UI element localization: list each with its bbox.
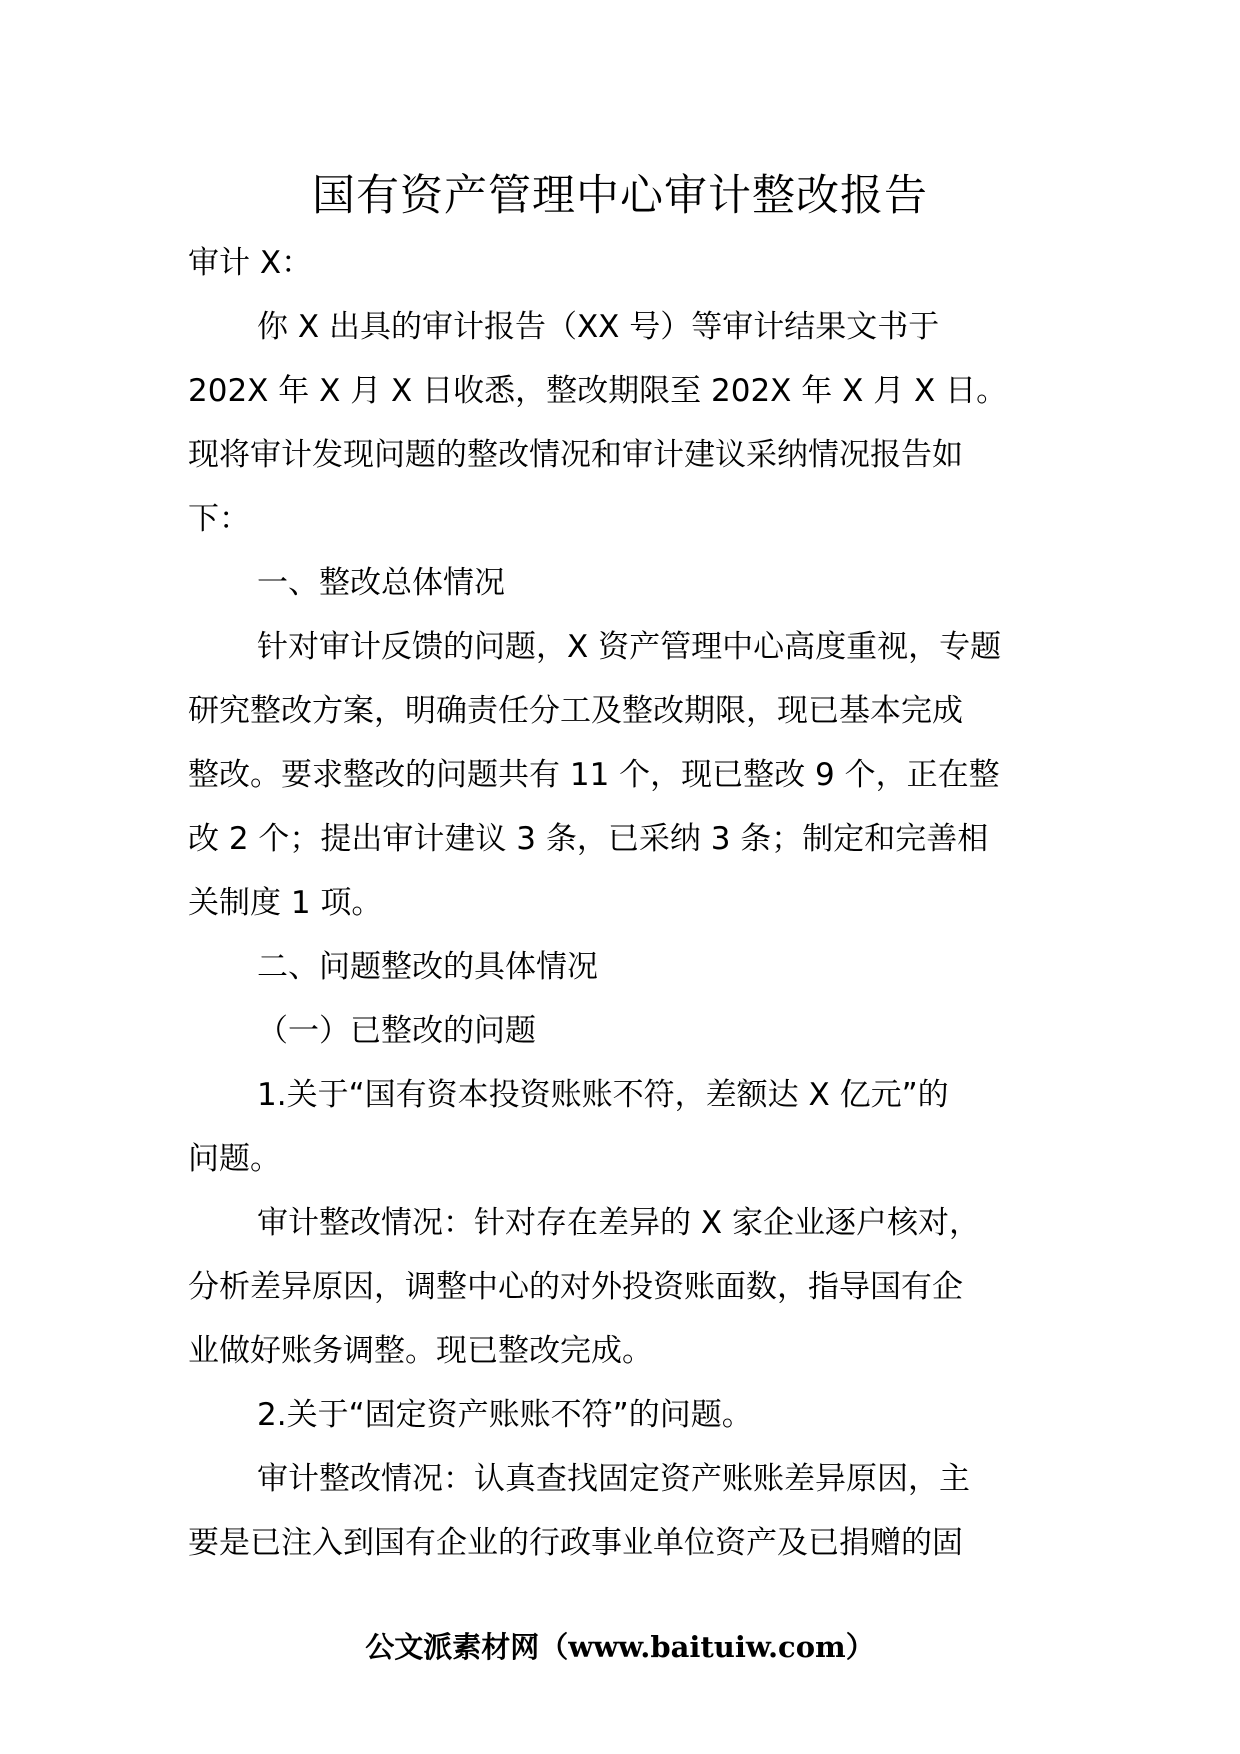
paragraph-line: 审计整改情况：认真查找固定资产账账差异原因，主 xyxy=(257,1461,970,1497)
document-title: 国有资产管理中心审计整改报告 xyxy=(312,171,928,221)
paragraph-line: 关制度 1 项。 xyxy=(188,885,383,921)
paragraph-line: 要是已注入到国有企业的行政事业单位资产及已捐赠的固 xyxy=(188,1525,963,1561)
paragraph-line: 现将审计发现问题的整改情况和审计建议采纳情况报告如 xyxy=(188,437,963,473)
footer-watermark: 公文派素材网（www.baituiw.com） xyxy=(365,1630,875,1664)
paragraph-line: 研究整改方案，明确责任分工及整改期限，现已基本完成 xyxy=(188,693,963,729)
paragraph-line: 202X 年 X 月 X 日收悉，整改期限至 202X 年 X 月 X 日。 xyxy=(188,373,1008,409)
paragraph-line: 针对审计反馈的问题，X 资产管理中心高度重视，专题 xyxy=(257,629,1002,665)
item-heading: 1.关于“国有资本投资账账不符，差额达 X 亿元”的 xyxy=(257,1077,949,1113)
salutation: 审计 X： xyxy=(188,245,313,281)
paragraph-line: 你 X 出具的审计报告（XX 号）等审计结果文书于 xyxy=(257,309,940,345)
section-heading: 一、整改总体情况 xyxy=(257,565,505,601)
subsection-heading: （一）已整改的问题 xyxy=(257,1013,536,1049)
section-heading: 二、问题整改的具体情况 xyxy=(257,949,598,985)
item-heading: 2.关于“固定资产账账不符”的问题。 xyxy=(257,1397,753,1433)
paragraph-line: 整改。要求整改的问题共有 11 个，现已整改 9 个，正在整 xyxy=(188,757,1000,793)
paragraph-line: 分析差异原因，调整中心的对外投资账面数，指导国有企 xyxy=(188,1269,963,1305)
paragraph-line: 审计整改情况：针对存在差异的 X 家企业逐户核对， xyxy=(257,1205,980,1241)
paragraph-line: 下： xyxy=(188,501,250,537)
paragraph-line: 改 2 个；提出审计建议 3 条，已采纳 3 条；制定和完善相 xyxy=(188,821,989,857)
paragraph-line: 业做好账务调整。现已整改完成。 xyxy=(188,1333,653,1369)
item-heading: 问题。 xyxy=(188,1141,281,1177)
